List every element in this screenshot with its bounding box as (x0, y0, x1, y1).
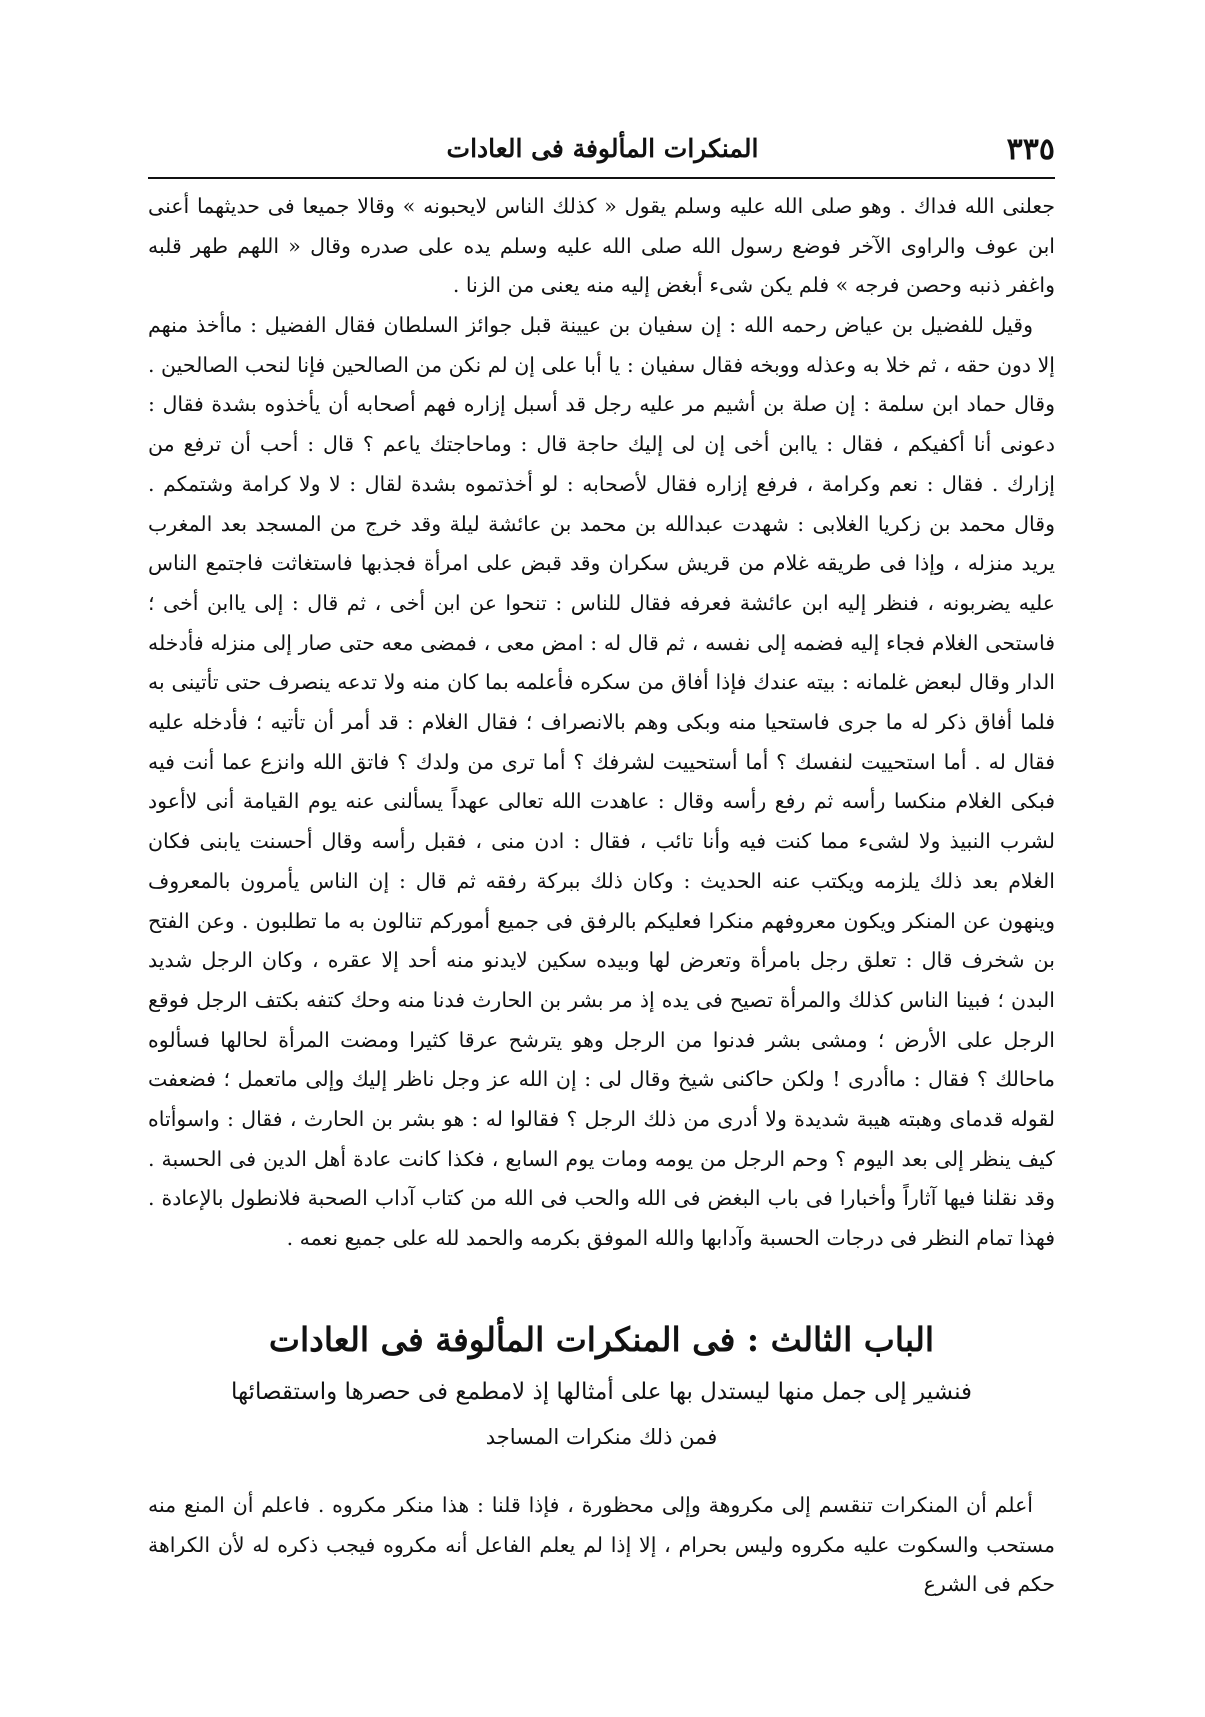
chapter-subtitle: فنشير إلى جمل منها ليستدل بها على أمثالها إذ لامطمع فى حصرها واستقصائها (230, 1379, 973, 1405)
running-title: المنكرات المألوفة فى العادات (446, 134, 759, 163)
paragraph-2: وقيل للفضيل بن عياض رحمه الله : إن سفيان بن عيينة قبل جوائز السلطان فقال الفضيل : ماأخذ منهم إلا دون حقه ، ثم خلا به وعذله ووبخه فقال سفيان : يا أبا على إن لم نكن من الصالحين فإنا لنحب الصالحين . وقال حماد ابن سلمة : إن صلة بن أشيم مر عليه رجل قد أسبل إزاره فهم أصحابه أن يأخذوه بشدة فقال : دعونى أنا أكفيكم ، فقال : ياابن أخى إن لى إليك حاجة قال : وماحاجتك ياعم ؟ قال : أحب أن ترفع من إزارك . فقال : نعم وكرامة ، فرفع إزاره فقال لأصحابه : لو أخذتموه بشدة لقال : لا ولا كرامة وشتمكم . وقال محمد بن زكريا الغلابى : شهدت عبدالله بن محمد بن عائشة ليلة وقد خرج من المسجد بعد المغرب يريد منزله ، وإذا فى طريقه غلام من قريش سكران وقد قبض على امرأة فجذبها فاستغاثت فاجتمع الناس عليه يضربونه ، فنظر إليه ابن عائشة فعرفه فقال للناس : تنحوا عن ابن أخى ، ثم قال : إلى ياابن أخى ؛ فاستحى الغلام فجاء إليه فضمه إلى نفسه ، ثم قال له : امض معى ، فمضى معه حتى صار إلى منزله فأدخله الدار وقال لبعض غلمانه : بيته عندك فإذا أفاق من سكره فأعلمه بما كان منه ولا تدعه ينصرف حتى تأتينى به فلما أفاق ذكر له ما جرى فاستحيا منه وبكى وهم بالانصراف ؛ فقال الغلام : قد أمر أن تأتيه ؛ فأدخله عليه فقال له . أما استحييت لنفسك ؟ أما أستحييت لشرفك ؟ أما ترى من ولدك ؟ فاتق الله وانزع عما أنت فيه فبكى الغلام منكسا رأسه ثم رفع رأسه وقال : عاهدت الله تعالى عهداً يسألنى عنه يوم القيامة أنى لاأعود لشرب النبيذ ولا لشىء مما كنت فيه وأنا تائب ، فقال : ادن منى ، فقبل رأسه وقال أحسنت يابنى فكان الغلام بعد ذلك يلزمه ويكتب عنه الحديث : وكان ذلك ببركة رفقه ثم قال : إن الناس يأمرون بالمعروف وينهون عن المنكر ويكون معروفهم منكرا فعليكم بالرفق فى جميع أموركم تنالون به ما تطلبون . وعن الفتح بن شخرف قال : تعلق رجل بامرأة وتعرض لها وبيده سكين لايدنو منه أحد إلا عقره ، وكان الرجل شديد البدن ؛ فبينا الناس كذلك والمرأة تصيح فى يده إذ مر بشر بن الحارث فدنا منه وحك كتفه بكتف الرجل فوقع الرجل على الأرض ؛ ومشى بشر فدنوا من الرجل وهو يترشح عرقا كثيرا ومضت المرأة لحالها فسألوه ماحالك ؟ فقال : ماأدرى ! ولكن حاكنى شيخ وقال لى : إن الله عز وجل ناظر إليك وإلى ماتعمل ؛ فضعفت لقوله قدماى وهبته هيبة شديدة ولا أدرى من ذلك الرجل ؟ فقالوا له : هو بشر بن الحارث ، فقال : واسوأتاه كيف ينظر إلى بعد اليوم ؟ وحم الرجل من يومه ومات يوم السابع ، فكذا كانت عادة أهل الدين فى الحسبة . وقد نقلنا فيها آثاراً وأخبارا فى باب البغض فى الله والحب فى الله من كتاب آداب الصحبة فلانطول بالإعادة . فهذا تمام النظر فى درجات الحسبة وآدابها والله الموفق بكرمه والحمد لله على جميع نعمه . (148, 313, 1055, 1251)
chapter-title: الباب الثالث : فى المنكرات المألوفة فى العادات (268, 1320, 935, 1359)
section-heading: فمن ذلك منكرات المساجد (485, 1425, 718, 1449)
paragraph-1: جعلنى الله فداك . وهو صلى الله عليه وسلم يقول « كذلك الناس لايحبونه » وقالا جميعا فى حديثهما أعنى ابن عوف والراوى الآخر فوضع رسول الله صلى الله عليه وسلم يده على صدره وقال « اللهم طهر قلبه واغفر ذنبه وحصن فرجه » فلم يكن شىء أبغض إليه منه يعنى من الزنا . (148, 194, 1055, 298)
page-number: ٣٣٥ (1006, 132, 1055, 167)
header-rule (148, 177, 1055, 179)
closing-paragraph: أعلم أن المنكرات تنقسم إلى مكروهة وإلى محظورة ، فإذا قلنا : هذا منكر مكروه . فاعلم أن المنع منه مستحب والسكوت عليه مكروه وليس بحرام ، إلا إذا لم يعلم الفاعل أنه مكروه فيجب ذكره له لأن الكراهة حكم فى الشرع (148, 1493, 1055, 1597)
page-header (150, 132, 1055, 176)
